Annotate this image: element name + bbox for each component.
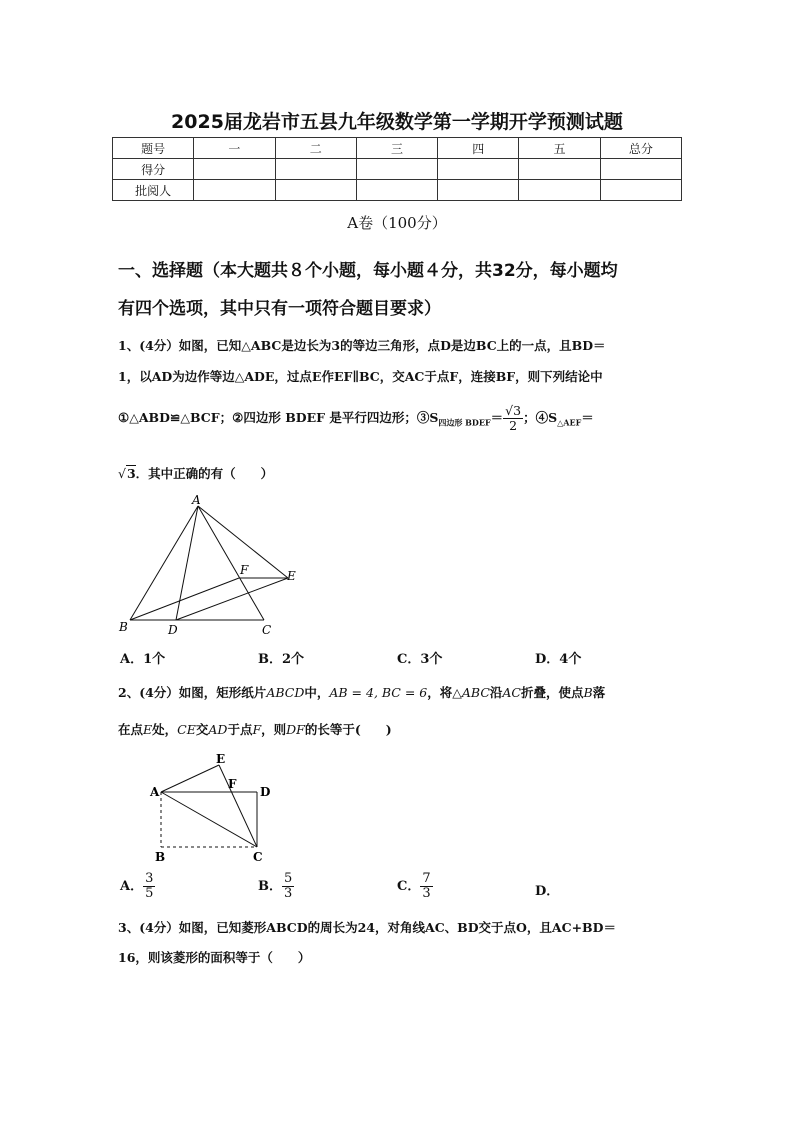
option-fraction [420, 872, 432, 901]
table-cell [600, 180, 681, 201]
q2-seg: 的长等于( ) [304, 722, 392, 737]
table-row [113, 180, 682, 201]
q1-frac-num: √3 [505, 403, 522, 418]
q2-math: DF [286, 722, 305, 737]
option-fraction [282, 872, 294, 901]
table-cell: 批阅人 [113, 180, 194, 201]
q2-math: ABCD [266, 685, 305, 700]
table-cell: 三 [356, 138, 437, 159]
q1-conclusion-a: ①△ABD≌△BCF；②四边形 BDEF 是平行四边形；③S [118, 410, 439, 425]
q2-seg: 沿 [489, 685, 503, 700]
q2-option-a [120, 872, 155, 901]
q1-conclusion-b: ；④S [523, 410, 558, 425]
table-cell: 二 [275, 138, 356, 159]
q2-seg: ，则 [261, 722, 287, 737]
q1-text-line1: 1、(4分）如图，已知△ABC是边长为3的等边三角形，点D是边BC上的一点，且BD＝ [118, 338, 606, 353]
q1-sub-a: 四边形 BDEF [438, 417, 491, 428]
q1-label-e: E [287, 569, 296, 583]
q2-option-b [258, 872, 294, 901]
q2-seg: 2、(4分）如图，矩形纸片 [118, 685, 267, 700]
q2-seg: 落 [592, 685, 606, 700]
frac-den: 3 [422, 886, 431, 901]
q2-label-d: D [260, 785, 271, 799]
q1-option-a: A．1个 [120, 652, 166, 667]
q2-option-c [397, 872, 433, 901]
q2-seg: 交 [195, 722, 209, 737]
option-label: C． [397, 879, 421, 894]
table-cell: 题号 [113, 138, 194, 159]
q2-figure [145, 750, 280, 868]
q1-sub-b: △AEF [557, 417, 582, 428]
q1-option-b: B．2个 [258, 652, 305, 667]
q2-seg: 折叠，使点 [521, 685, 584, 700]
table-cell: 一 [194, 138, 275, 159]
option-label: B． [258, 879, 282, 894]
frac-num: 3 [145, 871, 154, 886]
table-cell [600, 159, 681, 180]
q1-frac [503, 404, 523, 433]
section-subtitle: A卷（100分） [347, 214, 447, 232]
q2-math: AC [502, 685, 521, 700]
table-cell [194, 159, 275, 180]
q2-math: AD [208, 722, 228, 737]
q2-math: AB = 4, BC = 6 [329, 685, 428, 700]
q2-label-e: E [216, 752, 226, 766]
option-label: A． [120, 879, 144, 894]
table-cell [275, 159, 356, 180]
q1-eq-b: ＝ [581, 410, 594, 425]
frac-den: 3 [284, 886, 293, 901]
table-cell [194, 180, 275, 201]
q1-question-end: ．其中正确的有（ ） [135, 466, 274, 481]
q2-label-f: F [228, 777, 237, 791]
q1-option-d: D．4个 [535, 652, 582, 667]
q2-seg: ，将 [427, 685, 453, 700]
q2-seg: 中， [304, 685, 330, 700]
frac-num: 7 [422, 871, 431, 886]
table-cell: 得分 [113, 159, 194, 180]
q1-label-d: D [168, 623, 178, 637]
q2-label-a: A [150, 785, 160, 799]
section-heading-cont: 有四个选项，其中只有一项符合题目要求） [118, 299, 441, 319]
q2-text-line2 [118, 720, 392, 738]
q3-text-line2: 16，则该菱形的面积等于（ ） [118, 950, 311, 965]
page-title: 2025届龙岩市五县九年级数学第一学期开学预测试题 [171, 111, 623, 133]
q2-seg: 于点 [227, 722, 253, 737]
q2-text-line1 [118, 683, 605, 701]
q1-figure [110, 492, 310, 640]
q2-seg: 在点 [118, 722, 144, 737]
table-row [113, 159, 682, 180]
score-table [112, 137, 682, 201]
option-label: D． [535, 884, 560, 899]
q1-eq-a: ＝ [490, 410, 504, 425]
q1-label-b: B [119, 620, 128, 634]
table-cell [438, 159, 519, 180]
q2-math: CE [177, 722, 196, 737]
q1-sqrt3: 3 [126, 466, 136, 481]
q1-label-a: A [192, 493, 201, 507]
q3-text-line1: 3、(4分）如图，已知菱形ABCD的周长为24，对角线AC、BD交于点O，且AC+BD＝ [118, 920, 616, 935]
q1-label-c: C [262, 623, 272, 637]
table-cell [356, 159, 437, 180]
table-cell [519, 180, 600, 201]
table-cell [275, 180, 356, 201]
q2-option-d [535, 880, 559, 899]
frac-num: 5 [284, 871, 293, 886]
q2-seg: 处， [152, 722, 178, 737]
q2-math: B [583, 685, 593, 700]
q2-label-b: B [155, 850, 166, 864]
q1-label-f: F [240, 563, 249, 577]
table-cell [519, 159, 600, 180]
q2-math: E [143, 722, 153, 737]
frac-den: 5 [145, 886, 154, 901]
table-cell [438, 180, 519, 201]
section-heading: 一、选择题（本大题共８个小题，每小题４分，共32分，每小题均 [118, 261, 618, 281]
table-cell [356, 180, 437, 201]
table-row [113, 138, 682, 159]
table-cell: 总分 [600, 138, 681, 159]
table-cell: 五 [519, 138, 600, 159]
table-cell: 四 [438, 138, 519, 159]
q1-text-line4: √3．其中正确的有（ ） [118, 466, 274, 481]
q1-text-line2: 1，以AD为边作等边△ADE，过点E作EF∥BC，交AC于点F，连接BF，则下列结论中 [118, 369, 603, 384]
q2-math: F [252, 722, 262, 737]
q1-conclusions [118, 404, 594, 433]
q2-math: △ABC [452, 685, 490, 700]
q2-label-c: C [253, 850, 263, 864]
q1-frac-den: 2 [509, 418, 518, 433]
option-fraction [143, 872, 155, 901]
q1-option-c: C．3个 [397, 652, 443, 667]
